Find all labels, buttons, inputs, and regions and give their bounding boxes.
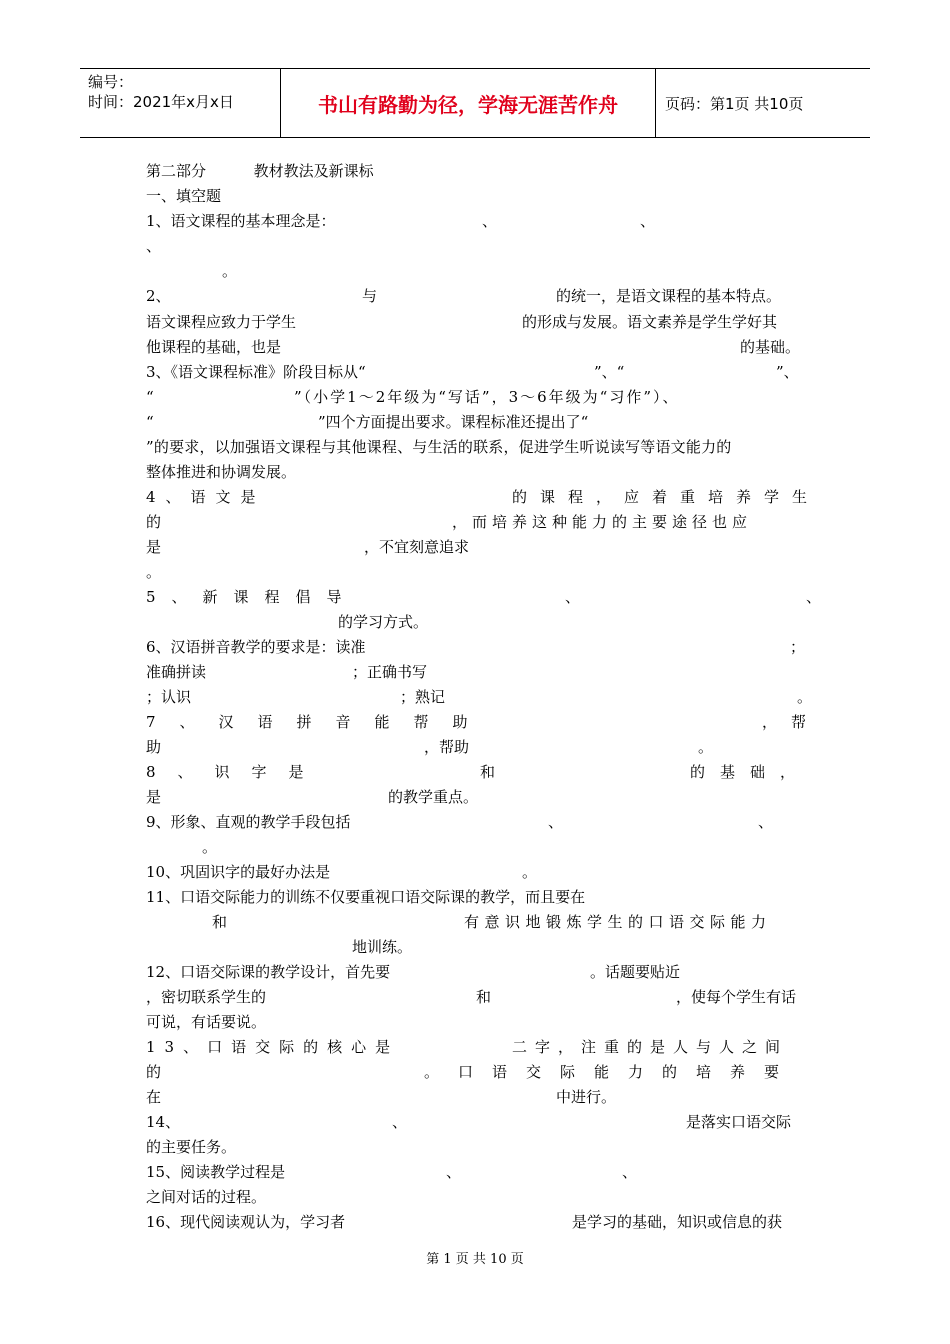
question-5-text: 、	[565, 588, 581, 606]
question-6-text: ；认识	[146, 688, 192, 706]
question-4-text: 是	[146, 538, 162, 556]
question-15-text: 之间对话的过程。	[146, 1188, 267, 1206]
question-16-text: 16、现代阅读观认为，学习者	[146, 1213, 346, 1231]
question-3-text: 3、《语文课程标准》阶段目标从“	[146, 363, 366, 381]
question-1-separator: 、	[146, 237, 162, 255]
question-11-text: 有意识地锻炼学生的口语交际能力	[464, 913, 772, 931]
question-5-text: 5、新课程倡导	[146, 588, 358, 606]
question-2-text: 的形成与发展。语文素养是学生学好其	[522, 313, 778, 331]
question-3-text: ”、	[776, 363, 799, 381]
question-8-text: 8、识字是	[146, 763, 326, 781]
question-2-text: 的基础。	[740, 338, 801, 356]
document-number-label: 编号：	[88, 73, 134, 91]
header-meta	[80, 69, 280, 137]
section-title: 第二部分 教材教法及新课标	[146, 162, 374, 180]
question-13-text: 13、口语交际的核心是	[146, 1038, 400, 1056]
subsection-title: 一、填空题	[146, 187, 222, 205]
question-14-text: 14、	[146, 1113, 181, 1131]
question-9-text: 9、形象、直观的教学手段包括	[146, 813, 351, 831]
question-7-text: 7、汉语拼音能帮助	[146, 713, 492, 731]
question-3-text: “	[146, 388, 154, 406]
question-7-text: 助	[146, 738, 162, 756]
question-3-text: ”的要求，以加强语文课程与其他课程、与生活的联系，促进学生听说读写等语文能力的	[146, 438, 732, 456]
question-15-text: 、	[446, 1163, 462, 1181]
question-3-text: 整体推进和协调发展。	[146, 463, 297, 481]
question-12-text: 可说，有话要说。	[146, 1013, 267, 1031]
question-4-text: 的课程，应着重培养学生	[512, 488, 821, 506]
question-7-text: ，帮助	[424, 738, 470, 756]
question-4-text: 的	[146, 513, 162, 531]
question-13-text: 。口语交际能力的培养要	[424, 1063, 799, 1081]
question-6-text: ；	[790, 638, 806, 656]
question-3-text: ”、“	[594, 363, 625, 381]
question-8-text: 的基础，	[690, 763, 811, 781]
question-12-text: 和	[476, 988, 492, 1006]
question-5-text: 的学习方式。	[338, 613, 429, 631]
question-14-text: 的主要任务。	[146, 1138, 237, 1156]
question-9-text: 。	[202, 838, 218, 856]
question-14-text: 、	[392, 1113, 408, 1131]
question-4-text: 。	[146, 563, 162, 581]
question-6-text: 准确拼读	[146, 663, 207, 681]
question-8-text: 的教学重点。	[388, 788, 479, 806]
question-6-text: 6、汉语拼音教学的要求是：读准	[146, 638, 366, 656]
question-12-text: ，密切联系学生的	[146, 988, 267, 1006]
question-10-text: 。	[522, 863, 538, 881]
question-13-text: 的	[146, 1063, 162, 1081]
question-6-text: ；正确书写	[352, 663, 428, 681]
question-9-text: 、	[548, 813, 564, 831]
question-4-text: ，不宜刻意追求	[364, 538, 470, 556]
header-page-info: 页码：第1页 共10页	[665, 94, 804, 113]
question-16-text: 是学习的基础，知识或信息的获	[572, 1213, 783, 1231]
question-12-text: 。话题要贴近	[590, 963, 681, 981]
question-13-text: 在	[146, 1088, 162, 1106]
question-2-number: 2、	[146, 287, 171, 305]
question-7-text: 。	[698, 738, 714, 756]
question-6-text: 。	[797, 688, 813, 706]
question-2-text: 与	[362, 287, 378, 305]
question-8-text: 是	[146, 788, 162, 806]
question-3-text: ”（小学1～2年级为“写话”，3～6年级为“习作”）、	[294, 388, 680, 406]
question-13-text: 中进行。	[556, 1088, 617, 1106]
question-11-text: 地训练。	[352, 938, 413, 956]
question-14-text: 是落实口语交际	[686, 1113, 792, 1131]
question-2-text: 的统一，是语文课程的基本特点。	[556, 287, 782, 305]
question-1-separator: 、	[482, 212, 498, 230]
question-7-text: ，帮	[762, 713, 821, 731]
page-header	[80, 68, 870, 138]
question-11-text: 和	[212, 913, 228, 931]
question-4-text: 4、语文是	[146, 488, 266, 506]
question-12-text: 12、口语交际课的教学设计，首先要	[146, 963, 391, 981]
question-6-text: ；熟记	[400, 688, 446, 706]
question-12-text: ，使每个学生有话	[676, 988, 797, 1006]
question-9-text: 、	[758, 813, 774, 831]
question-2-text: 他课程的基础，也是	[146, 338, 282, 356]
question-1-text: 1、语文课程的基本理念是：	[146, 212, 336, 230]
question-1-end: 。	[222, 262, 238, 280]
question-15-text: 15、阅读教学过程是	[146, 1163, 286, 1181]
question-11-text: 11、口语交际能力的训练不仅要重视口语交际课的教学，而且要在	[146, 888, 586, 906]
question-10-text: 10、巩固识字的最好办法是	[146, 863, 331, 881]
question-8-text: 和	[480, 763, 496, 781]
header-motto: 书山有路勤为径，学海无涯苦作舟	[280, 69, 656, 137]
question-5-text: 、	[806, 588, 822, 606]
question-4-text: ，而培养这种能力的主要途径也应	[452, 513, 753, 531]
question-3-text: “	[146, 413, 154, 431]
question-15-text: 、	[622, 1163, 638, 1181]
question-3-text: ”四个方面提出要求。课程标准还提出了“	[318, 413, 589, 431]
question-2-text: 语文课程应致力于学生	[146, 313, 297, 331]
question-1-separator: 、	[640, 212, 656, 230]
question-13-text: 二字，注重的是人与人之间	[512, 1038, 789, 1056]
page-footer: 第 1 页 共 10 页	[426, 1252, 524, 1267]
document-date: 时间：2021年x月x日	[88, 93, 234, 111]
